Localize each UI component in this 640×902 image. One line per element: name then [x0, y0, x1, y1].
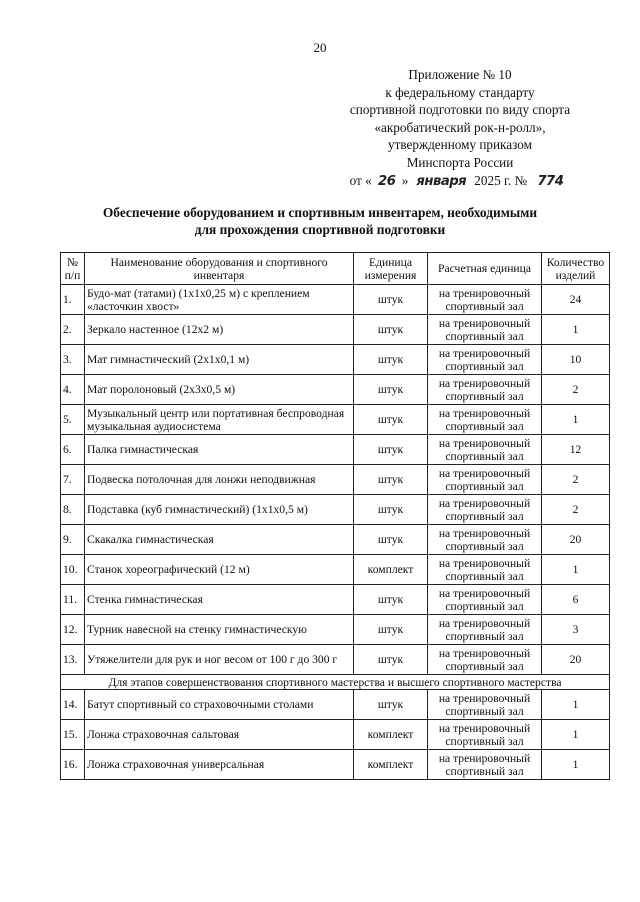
appendix-line: «акробатический рок-н-ролл»,	[374, 119, 546, 135]
row-unit: штук	[354, 645, 428, 675]
row-num: 8.	[61, 495, 85, 525]
row-unit: штук	[354, 615, 428, 645]
row-unit: штук	[354, 525, 428, 555]
row-unit: штук	[354, 375, 428, 405]
equipment-table	[60, 252, 610, 780]
row-calc: на тренировочный спортивный зал	[428, 465, 542, 495]
appendix-title: Приложение № 10	[408, 67, 512, 82]
table-row	[61, 585, 610, 615]
handwritten-order-number: 774	[537, 173, 564, 189]
appendix-line: утвержденному приказом	[388, 137, 532, 153]
row-name: Подставка (куб гимнастический) (1х1х0,5 м)	[85, 495, 354, 525]
row-num: 15.	[61, 720, 85, 750]
date-prefix: от «	[349, 172, 372, 188]
row-qty: 10	[542, 345, 610, 375]
row-calc: на тренировочный спортивный зал	[428, 645, 542, 675]
table-row	[61, 405, 610, 435]
row-calc: на тренировочный спортивный зал	[428, 345, 542, 375]
section-label: Для этапов совершенствования спортивного мастерства и высшего спортивного мастерства	[61, 675, 610, 690]
row-calc: на тренировочный спортивный зал	[428, 750, 542, 780]
row-qty: 20	[542, 525, 610, 555]
row-num: 5.	[61, 405, 85, 435]
table-row	[61, 465, 610, 495]
row-name: Будо-мат (татами) (1х1х0,25 м) с креплением «ласточкин хвост»	[85, 285, 354, 315]
section-row	[61, 675, 610, 690]
date-year: 2025 г. №	[474, 172, 528, 188]
table-row	[61, 375, 610, 405]
row-unit: штук	[354, 495, 428, 525]
table-row	[61, 690, 610, 720]
row-name: Стенка гимнастическая	[85, 585, 354, 615]
table-header-row	[61, 253, 610, 285]
row-calc: на тренировочный спортивный зал	[428, 435, 542, 465]
row-unit: штук	[354, 285, 428, 315]
row-name: Утяжелители для рук и ног весом от 100 г до 300 г	[85, 645, 354, 675]
row-calc: на тренировочный спортивный зал	[428, 495, 542, 525]
row-name: Палка гимнастическая	[85, 435, 354, 465]
row-unit: штук	[354, 585, 428, 615]
row-num: 7.	[61, 465, 85, 495]
appendix-line: спортивной подготовки по виду спорта	[349, 102, 571, 118]
row-unit: штук	[354, 435, 428, 465]
table-row	[61, 435, 610, 465]
row-num: 3.	[61, 345, 85, 375]
row-num: 10.	[61, 555, 85, 585]
row-qty: 20	[542, 645, 610, 675]
row-unit: штук	[354, 345, 428, 375]
row-num: 16.	[61, 750, 85, 780]
order-date-line	[330, 172, 590, 191]
row-num: 9.	[61, 525, 85, 555]
table-row	[61, 720, 610, 750]
row-calc: на тренировочный спортивный зал	[428, 690, 542, 720]
document-title	[40, 204, 600, 238]
row-qty: 24	[542, 285, 610, 315]
table-row	[61, 495, 610, 525]
row-num: 1.	[61, 285, 85, 315]
row-unit: штук	[354, 315, 428, 345]
title-line: Обеспечение оборудованием и спортивным инвентарем, необходимыми	[102, 205, 538, 220]
header-unit: Единица измерения	[354, 253, 428, 285]
page-number: 20	[313, 40, 327, 55]
handwritten-day: 26	[378, 173, 396, 189]
header-qty: Количество изделий	[542, 253, 610, 285]
header-name: Наименование оборудования и спортивного инвентаря	[85, 253, 354, 285]
row-unit: комплект	[354, 750, 428, 780]
appendix-line: Минспорта России	[406, 154, 514, 170]
row-qty: 1	[542, 720, 610, 750]
row-num: 2.	[61, 315, 85, 345]
row-name: Подвеска потолочная для лонжи неподвижная	[85, 465, 354, 495]
table-body-advanced	[61, 690, 610, 780]
row-name: Лонжа страховочная универсальная	[85, 750, 354, 780]
row-calc: на тренировочный спортивный зал	[428, 615, 542, 645]
row-num: 12.	[61, 615, 85, 645]
row-name: Зеркало настенное (12х2 м)	[85, 315, 354, 345]
appendix-line: к федеральному стандарту	[385, 84, 535, 100]
row-qty: 12	[542, 435, 610, 465]
row-name: Турник навесной на стенку гимнастическую	[85, 615, 354, 645]
row-unit: штук	[354, 465, 428, 495]
row-num: 13.	[61, 645, 85, 675]
row-name: Скакалка гимнастическая	[85, 525, 354, 555]
row-calc: на тренировочный спортивный зал	[428, 285, 542, 315]
row-qty: 2	[542, 495, 610, 525]
row-calc: на тренировочный спортивный зал	[428, 315, 542, 345]
row-name: Станок хореографический (12 м)	[85, 555, 354, 585]
row-num: 11.	[61, 585, 85, 615]
row-num: 6.	[61, 435, 85, 465]
row-qty: 1	[542, 405, 610, 435]
row-calc: на тренировочный спортивный зал	[428, 375, 542, 405]
row-qty: 2	[542, 465, 610, 495]
row-name: Лонжа страховочная сальтовая	[85, 720, 354, 750]
table-row	[61, 750, 610, 780]
row-name: Музыкальный центр или портативная беспроводная музыкальная аудиосистема	[85, 405, 354, 435]
header-calc: Расчетная единица	[428, 253, 542, 285]
table-row	[61, 285, 610, 315]
table-row	[61, 615, 610, 645]
table-row	[61, 645, 610, 675]
row-calc: на тренировочный спортивный зал	[428, 720, 542, 750]
row-calc: на тренировочный спортивный зал	[428, 525, 542, 555]
row-name: Батут спортивный со страховочными столами	[85, 690, 354, 720]
header-num: № п/п	[61, 253, 85, 285]
section-body	[61, 675, 610, 690]
row-name: Мат поролоновый (2х3х0,5 м)	[85, 375, 354, 405]
table-body	[61, 285, 610, 675]
row-qty: 1	[542, 690, 610, 720]
row-unit: штук	[354, 405, 428, 435]
row-qty: 1	[542, 315, 610, 345]
table-row	[61, 345, 610, 375]
row-qty: 1	[542, 555, 610, 585]
row-calc: на тренировочный спортивный зал	[428, 585, 542, 615]
row-qty: 1	[542, 750, 610, 780]
row-calc: на тренировочный спортивный зал	[428, 405, 542, 435]
table-row	[61, 315, 610, 345]
row-num: 14.	[61, 690, 85, 720]
table-row	[61, 525, 610, 555]
row-qty: 2	[542, 375, 610, 405]
row-qty: 3	[542, 615, 610, 645]
row-name: Мат гимнастический (2х1х0,1 м)	[85, 345, 354, 375]
appendix-block	[330, 66, 590, 190]
handwritten-month: января	[416, 173, 467, 189]
title-line: для прохождения спортивной подготовки	[194, 222, 446, 237]
table-row	[61, 555, 610, 585]
row-unit: комплект	[354, 555, 428, 585]
row-unit: штук	[354, 690, 428, 720]
row-calc: на тренировочный спортивный зал	[428, 555, 542, 585]
row-unit: комплект	[354, 720, 428, 750]
date-mid: »	[401, 172, 409, 188]
row-num: 4.	[61, 375, 85, 405]
row-qty: 6	[542, 585, 610, 615]
